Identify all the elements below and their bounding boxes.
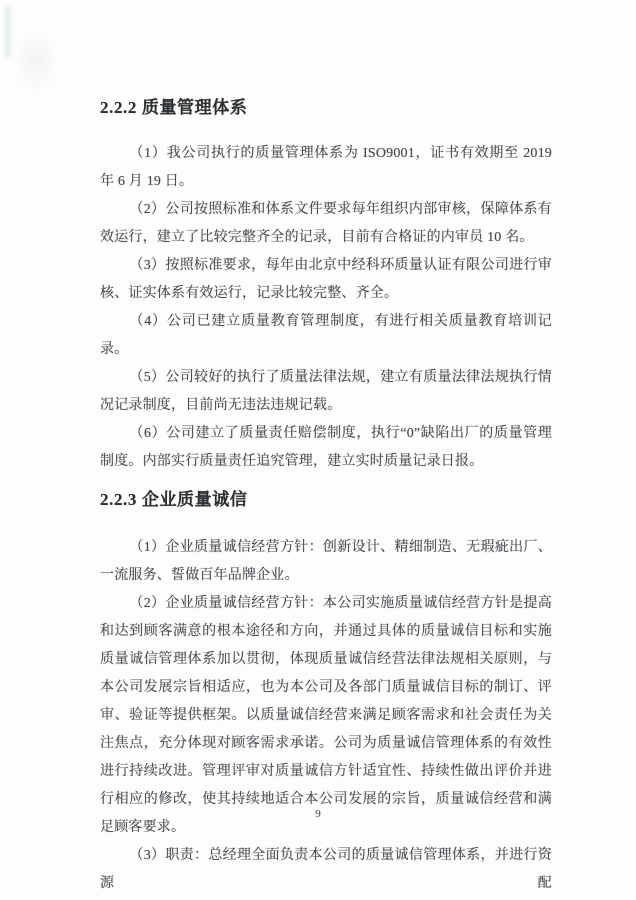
paragraph: （1）我公司执行的质量管理体系为 ISO9001，证书有效期至 2019 年 6 月 19 日。	[100, 146, 552, 189]
scan-artifact-smudge	[12, 26, 60, 96]
page-content	[100, 96, 552, 898]
paragraph: （2）企业质量诚信经营方针：本公司实施质量诚信经营方针是提高和达到顾客满意的根本途径和方向，并通过具体的质量诚信目标和实施质量诚信管理体系加以贯彻，体现质量诚信经营法律法规相关原则，与本公司发展宗旨相适应，也为本公司及各部门质量诚信目标的制订、评审、验证等提供框架。以质量诚信经营来满足顾客需求和社会责任为关注焦点，充分体现对顾客需求承诺。公司为质量诚信管理体系的有效性进行持续改进。管理评审对质量诚信方针适宜性、持续性做出评价并进行相应的修改，使其持续地适合本公司发展的宗旨，质量诚信经营和满足顾客要求。	[100, 596, 552, 835]
paragraph: （3）按照标准要求，每年由北京中经科环质量认证有限公司进行审核、证实体系有效运行，记录比较完整、齐全。	[100, 258, 552, 301]
paragraph: （6）公司建立了质量责任赔偿制度，执行“0”缺陷出厂的质量管理制度。内部实行质量责任追究管理，建立实时质量记录日报。	[100, 426, 552, 469]
paragraph-continued-next-page: （3）职责：总经理全面负责本公司的质量诚信管理体系，并进行资源配	[100, 848, 552, 891]
paragraph: （4）公司已建立质量教育管理制度，有进行相关质量教育培训记录。	[100, 314, 552, 357]
scan-artifact-streak	[4, 6, 11, 58]
paragraph: （2）公司按照标准和体系文件要求每年组织内部审核，保障体系有效运行，建立了比较完整齐全的记录，目前有合格证的内审员 10 名。	[100, 202, 552, 245]
section-heading-2-2-3: 2.2.3 企业质量诚信	[100, 490, 248, 509]
section-quality-management-system	[100, 96, 552, 476]
paragraph: （1）企业质量诚信经营方针：创新设计、精细制造、无瑕疵出厂、一流服务、誓做百年品牌企业。	[100, 540, 552, 583]
section-heading-2-2-2: 2.2.2 质量管理体系	[100, 98, 248, 117]
page-number: 9	[315, 808, 321, 820]
paragraph: （5）公司较好的执行了质量法律法规，建立有质量法律法规执行情况记录制度，目前尚无违法违规记载。	[100, 370, 552, 413]
section-enterprise-quality-integrity	[100, 488, 552, 898]
